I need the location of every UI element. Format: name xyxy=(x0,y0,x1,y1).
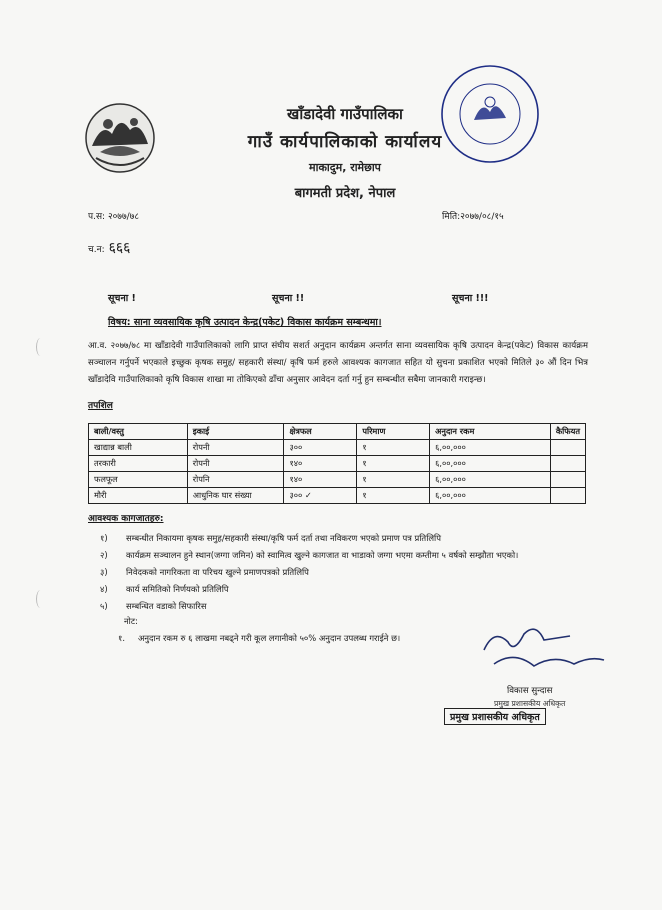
required-documents-list xyxy=(100,530,600,615)
table-row xyxy=(89,440,586,456)
reference-number: प.स: २०७७/७८ xyxy=(88,212,140,222)
col-header: परिमाण xyxy=(357,424,430,440)
dispatch-number xyxy=(88,238,130,257)
program-table xyxy=(88,423,586,504)
table-cell: रोपनि xyxy=(187,472,284,488)
list-item: ४) कार्य समितिको निर्णयको प्रतिलिपि xyxy=(100,584,229,594)
table-row xyxy=(89,472,586,488)
table-cell xyxy=(550,488,585,504)
nepal-emblem-icon xyxy=(82,100,158,176)
body-paragraph: आ.व. २०७७/७८ मा खाँडादेवी गाउँपालिकाको लागि प्राप्त संघीय सशर्त अनुदान कार्यक्रम अन्तर्गत साना व्यवसायिक कृषि उत्पादन केन्द्र(पकेट) विकास कार्यक्रम सञ्चालन गर्नुपर्ने भएकाले इच्छुक कृषक समुह/ सहकारी संस्था/ कृषि फर्म हरुले आवश्यक कागजात सहित यो सुचना प्रकाशित भएको मितिले ३० औं दिन भित्र खाँडादेवि गाउँपालिकाको कृषि विकास शाखा मा तोकिएको ढाँचा अनुसार आवेदन दर्ता गर्नु हुन सम्बन्धीत सबैमा जानकारी गराइन्छ। xyxy=(88,341,588,385)
list-item: १) सम्बन्धीत निकायमा कृषक समुह/सहकारी संस्था/कृषि फर्म दर्ता तथा नविकरण भएको प्रमाण पत्र प्रतिलिपि xyxy=(100,533,441,543)
table-cell: १४० xyxy=(284,472,357,488)
notice-word-1: सूचना ! xyxy=(108,293,136,304)
table-cell: रोपनी xyxy=(187,456,284,472)
col-header: कैफियत xyxy=(550,424,585,440)
table-row xyxy=(89,456,586,472)
table-cell: ६,००,००० xyxy=(430,472,551,488)
col-header: इकाई xyxy=(187,424,284,440)
notice-word-2: सूचना !! xyxy=(272,293,305,304)
table-cell: १ xyxy=(357,440,430,456)
table-cell: फलफूल xyxy=(89,472,188,488)
table-cell: ३०० xyxy=(284,440,357,456)
table-row xyxy=(89,488,586,504)
dispatch-value: ६६६ xyxy=(108,240,131,256)
table-cell xyxy=(550,440,585,456)
binder-hole-mark xyxy=(36,590,45,608)
col-header: क्षेत्रफल xyxy=(284,424,357,440)
notice-word-3: सूचना !!! xyxy=(452,293,489,304)
table-cell: ३०० ✓ xyxy=(284,488,357,504)
list-item: ३) निवेदकको नागरिकता वा परिचय खुल्ने प्रमाणपत्रको प्रतिलिपि xyxy=(100,567,309,577)
list-item: २) कार्यक्रम सञ्चालन हुने स्थान(जग्गा जमिन) को स्वामित्व खुल्ने कागजात वा भाडाको जग्गा भएमा कम्तीमा ५ वर्षको सम्झौता भएको। xyxy=(100,550,519,560)
subject-line: विषय: साना व्यवसायिक कृषि उत्पादन केन्द्र(पकेट) विकास कार्यक्रम सम्बन्धमा। xyxy=(108,317,382,328)
table-cell: ६,००,००० xyxy=(430,488,551,504)
table-cell xyxy=(550,472,585,488)
table-cell: मौरी xyxy=(89,488,188,504)
col-header: बाली/वस्तु xyxy=(89,424,188,440)
table-cell: १ xyxy=(357,472,430,488)
table-cell: ६,००,००० xyxy=(430,456,551,472)
officer-name: विकास सुन्दास xyxy=(507,686,553,696)
dispatch-label: च.न: xyxy=(88,245,105,255)
table-cell: १४० xyxy=(284,456,357,472)
letter-date: मिति:२०७७/०८/१५ xyxy=(442,212,504,222)
province-name: बागमती प्रदेश, नेपाल xyxy=(294,186,396,201)
details-label: तपशिल xyxy=(88,401,113,411)
office-name: गाउँ कार्यपालिकाको कार्यालय xyxy=(247,132,443,152)
handwritten-signature xyxy=(474,620,614,680)
table-header-row xyxy=(89,424,586,440)
table-cell: १ xyxy=(357,488,430,504)
table-cell: आधुनिक घार संख्या xyxy=(187,488,284,504)
table-cell xyxy=(550,456,585,472)
table-cell: तरकारी xyxy=(89,456,188,472)
table-cell: १ xyxy=(357,456,430,472)
required-documents-label: आवश्यक कागजातहरु: xyxy=(88,514,164,524)
table-cell: खाद्यान्न बाली xyxy=(89,440,188,456)
municipality-name: खाँडादेवी गाउँपालिका xyxy=(287,105,403,123)
officer-title-small: प्रमुख प्रशासकीय अधिकृत xyxy=(494,699,566,708)
col-header: अनुदान रकम xyxy=(430,424,551,440)
note-label: नोट: xyxy=(124,616,138,626)
note-item: १. अनुदान रकम रु ६ लाखमा नबढ्ने गरी कूल लगानीको ५०% अनुदान उपलब्ध गराईने छ। xyxy=(118,633,401,643)
binder-hole-mark xyxy=(36,338,45,356)
table-cell: रोपनी xyxy=(187,440,284,456)
office-address: माकादुम, रामेछाप xyxy=(309,161,381,174)
officer-title-stamp: प्रमुख प्रशासकीय अधिकृत xyxy=(444,708,546,725)
table-cell: ६,००,००० xyxy=(430,440,551,456)
list-item: ५) सम्बन्धित वडाको सिफारिस xyxy=(100,601,207,611)
